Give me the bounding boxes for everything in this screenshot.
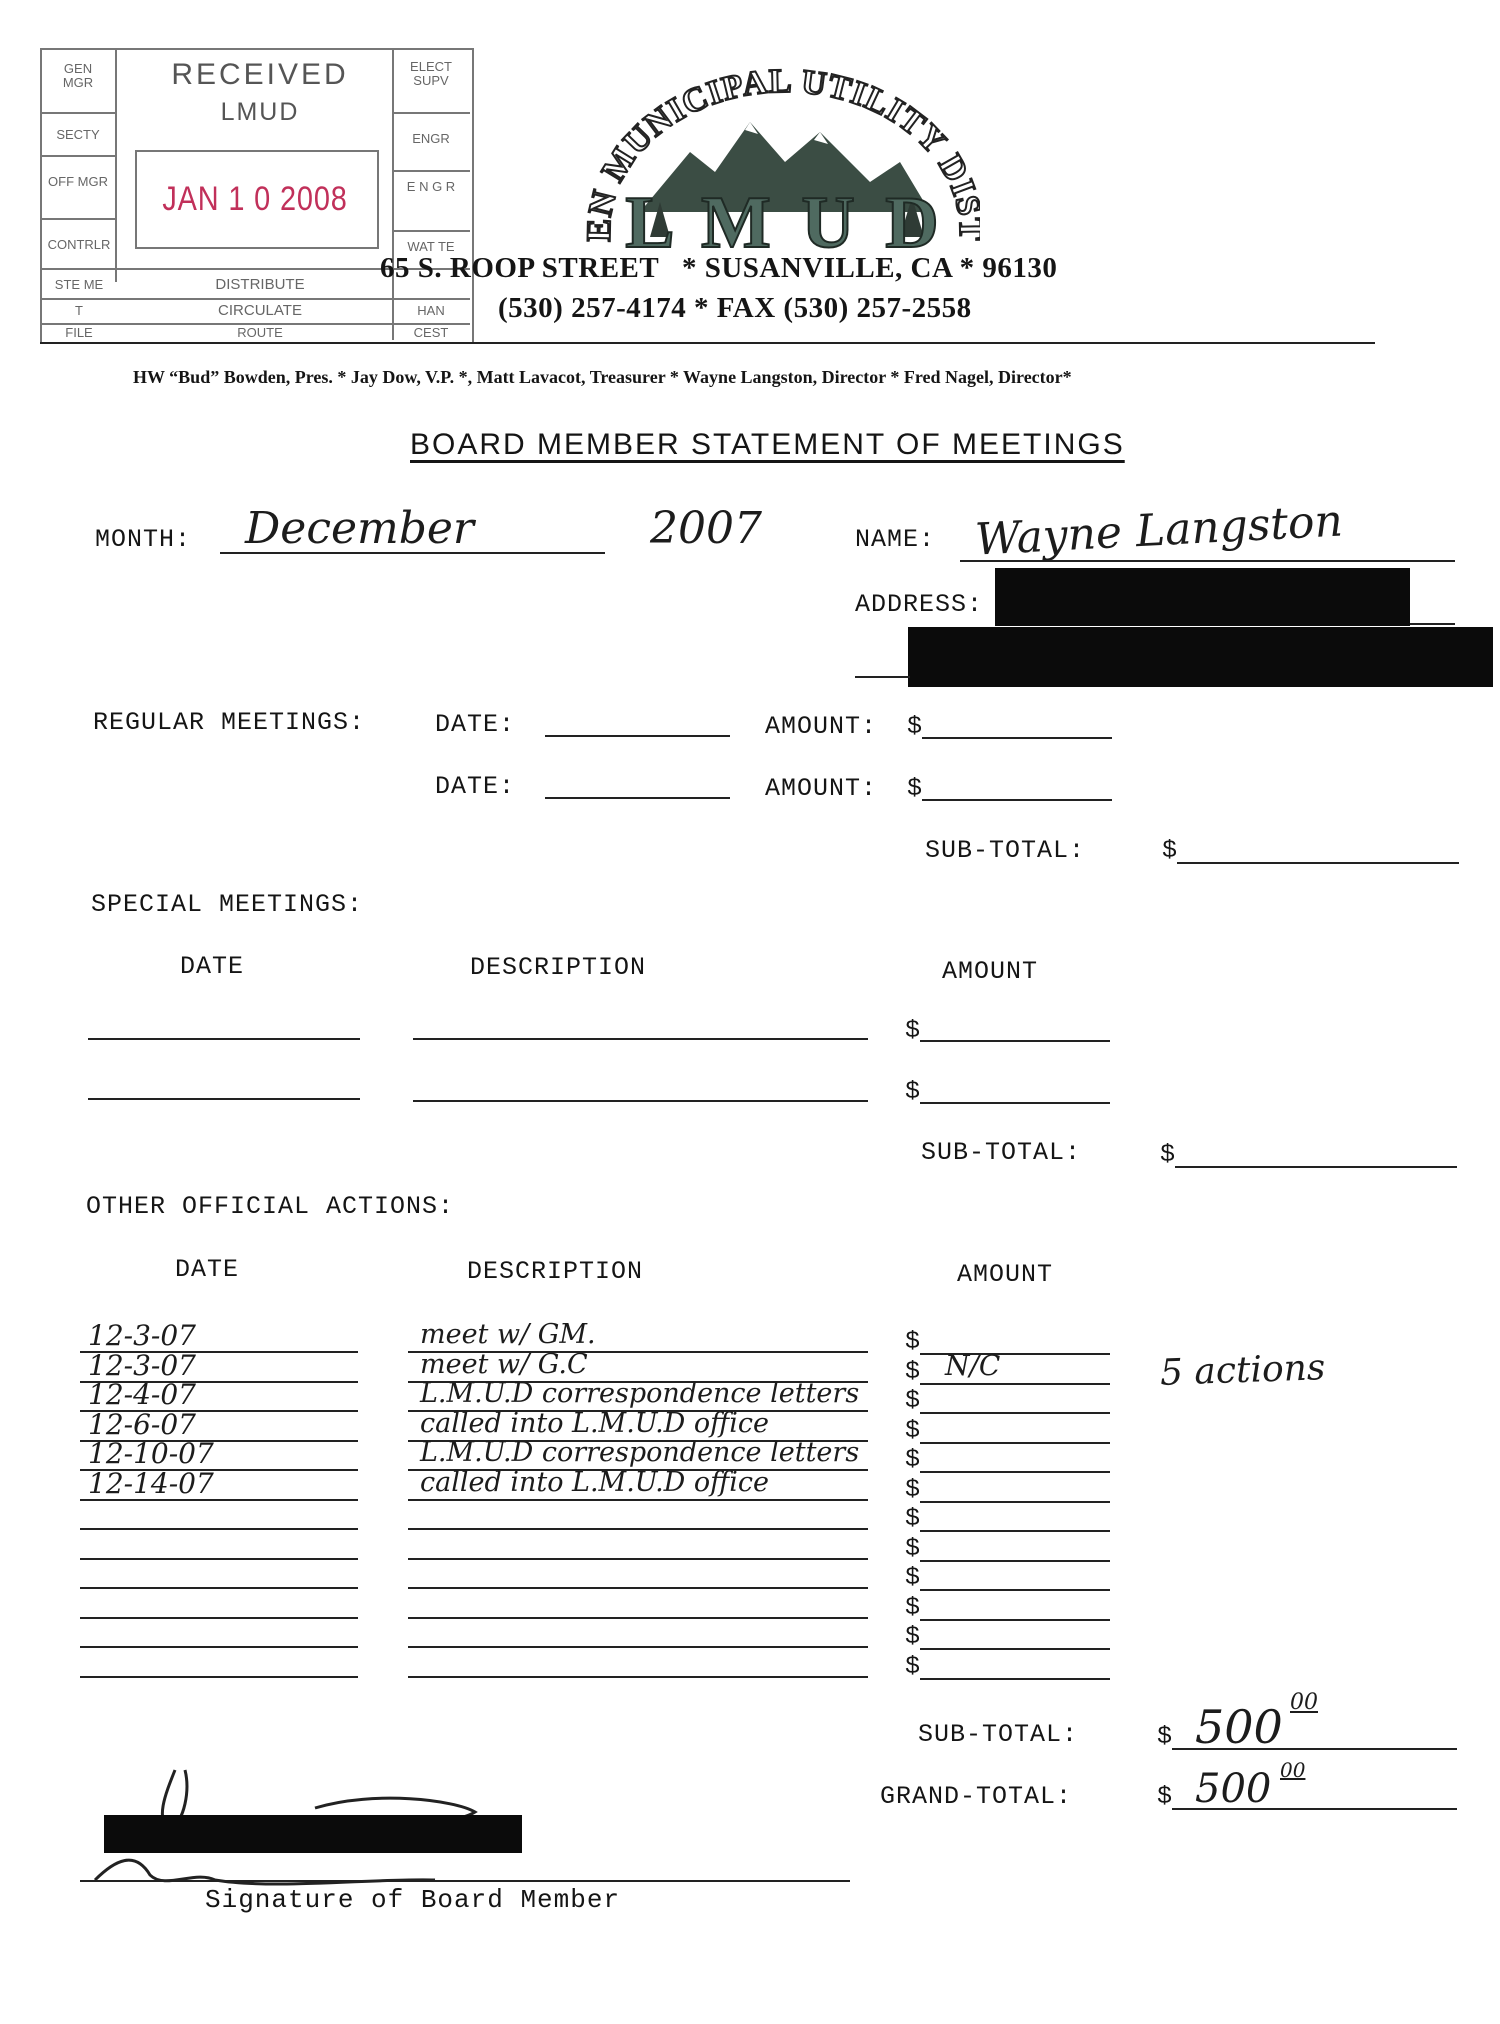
form-title: BOARD MEMBER STATEMENT OF MEETINGS: [410, 428, 1125, 461]
other-col-description: DESCRIPTION: [467, 1257, 644, 1286]
regular-amount-label-2: AMOUNT:: [765, 774, 878, 803]
special-date-line-2[interactable]: [88, 1098, 360, 1100]
special-subtotal-line[interactable]: [1175, 1166, 1457, 1168]
regular-date-line-2[interactable]: [545, 797, 730, 799]
table-row-amount: N/C: [945, 1349, 1001, 1382]
address-line-2: [855, 676, 910, 678]
special-date-line-1[interactable]: [88, 1038, 360, 1040]
month-label: MONTH:: [95, 525, 192, 554]
special-meetings-label: SPECIAL MEETINGS:: [91, 890, 364, 919]
header-rule: [40, 342, 1375, 344]
table-row-dollar: $: [905, 1445, 921, 1474]
special-dollar-1: $: [905, 1016, 921, 1045]
table-row-date-line[interactable]: [80, 1528, 358, 1530]
stamp-cell-t: T: [75, 303, 83, 318]
table-row-description-line[interactable]: [408, 1587, 868, 1589]
special-subtotal-label: SUB-TOTAL:: [921, 1138, 1082, 1167]
regular-date-line-1[interactable]: [545, 735, 730, 737]
table-row-amount-line[interactable]: [920, 1471, 1110, 1473]
table-row-dollar: $: [905, 1593, 921, 1622]
regular-amount-line-2[interactable]: [922, 799, 1112, 801]
regular-dollar-2: $: [907, 774, 923, 803]
stamp-cell-cest: CEST: [413, 325, 449, 340]
regular-amount-label-1: AMOUNT:: [765, 712, 878, 741]
table-row-amount-line[interactable]: [920, 1442, 1110, 1444]
regular-date-label-2: DATE:: [435, 772, 516, 801]
table-row-date-line[interactable]: [80, 1617, 358, 1619]
stamp-cell-gen-mgr: GEN MGR: [62, 61, 94, 90]
stamp-cell-elect-supv: ELECT SUPV: [410, 59, 452, 88]
table-row-description: called into L.M.U.D office: [420, 1408, 769, 1439]
table-row-dollar: $: [905, 1386, 921, 1415]
table-row-amount-line[interactable]: [920, 1412, 1110, 1414]
table-row-date-line[interactable]: [80, 1676, 358, 1678]
other-actions-label: OTHER OFFICIAL ACTIONS:: [86, 1192, 455, 1221]
regular-subtotal-line[interactable]: [1177, 862, 1459, 864]
table-row-dollar: $: [905, 1563, 921, 1592]
table-row-date: 12-6-07: [88, 1408, 196, 1441]
table-row-description-line[interactable]: [408, 1646, 868, 1648]
regular-subtotal-dollar: $: [1162, 836, 1178, 865]
other-subtotal-value: 500: [1195, 1700, 1283, 1754]
stamp-date: JAN 1 0 2008: [162, 180, 348, 218]
table-row-date: 12-14-07: [88, 1467, 214, 1500]
special-amount-line-1[interactable]: [920, 1040, 1110, 1042]
logo-arc-text: EN MUNICIPAL UTILITY DI: [580, 62, 980, 242]
table-row-dollar: $: [905, 1534, 921, 1563]
stamp-cell-engr-2: E N G R: [406, 179, 456, 194]
table-row-amount-line[interactable]: [920, 1648, 1110, 1650]
stamp-org: LMUD: [220, 98, 300, 126]
grand-total-value: 500: [1195, 1766, 1272, 1812]
special-col-description: DESCRIPTION: [470, 953, 647, 982]
stamp-cell-contrlr: CONTRLR: [47, 237, 111, 252]
table-row-description: meet w/ G.C: [420, 1349, 588, 1380]
grand-total-dollar: $: [1157, 1782, 1173, 1811]
regular-subtotal-label: SUB-TOTAL:: [925, 836, 1086, 865]
table-row-description: called into L.M.U.D office: [420, 1467, 769, 1498]
redaction-address-2: [908, 627, 1493, 687]
other-subtotal-cents: 00: [1290, 1690, 1318, 1715]
table-row-date: 12-3-07: [88, 1349, 196, 1382]
regular-meetings-label: REGULAR MEETINGS:: [93, 708, 366, 737]
table-row-dollar: $: [905, 1622, 921, 1651]
table-row-description-line[interactable]: [408, 1617, 868, 1619]
special-amount-line-2[interactable]: [920, 1102, 1110, 1104]
other-subtotal-label: SUB-TOTAL:: [918, 1720, 1079, 1749]
signature-label: Signature of Board Member: [205, 1885, 621, 1915]
table-row-description-line[interactable]: [408, 1558, 868, 1560]
grand-total-label: GRAND-TOTAL:: [880, 1782, 1073, 1811]
table-row-amount-line[interactable]: [920, 1501, 1110, 1503]
stamp-cell-water: WAT TE: [407, 239, 455, 254]
stamp-cell-secty: SECTY: [56, 127, 100, 142]
name-value: Wayne Langston: [973, 495, 1344, 566]
regular-dollar-1: $: [907, 712, 923, 741]
table-row-amount-line[interactable]: [920, 1589, 1110, 1591]
table-row-dollar: $: [905, 1357, 921, 1386]
stamp-cell-circulate: CIRCULATE: [218, 302, 302, 319]
month-value: December: [245, 503, 474, 554]
special-dollar-2: $: [905, 1077, 921, 1106]
board-line: HW “Bud” Bowden, Pres. * Jay Dow, V.P. *, Matt Lavacot, Treasurer * Wayne Langston, Director * Fred Nagel, Director*: [133, 367, 1072, 387]
year-value: 2007: [650, 503, 762, 554]
stamp-cell-off-mgr: OFF MGR: [48, 174, 108, 189]
signature-line[interactable]: [80, 1880, 850, 1882]
table-row-date-line[interactable]: [80, 1558, 358, 1560]
stamp-cell-route: ROUTE: [237, 325, 283, 340]
stamp-cell-distribute: DISTRIBUTE: [215, 276, 305, 293]
special-subtotal-dollar: $: [1160, 1140, 1176, 1169]
table-row-date: 12-4-07: [88, 1378, 196, 1411]
table-row-dollar: $: [905, 1327, 921, 1356]
special-col-amount: AMOUNT: [942, 957, 1039, 986]
table-row-date-line[interactable]: [80, 1587, 358, 1589]
table-row-dollar: $: [905, 1475, 921, 1504]
table-row-dollar: $: [905, 1652, 921, 1681]
stamp-cell-han: HAN: [417, 303, 445, 318]
name-label: NAME:: [855, 525, 936, 554]
table-row-description-line[interactable]: [408, 1528, 868, 1530]
table-row-date: 12-10-07: [88, 1437, 214, 1470]
regular-date-label-1: DATE:: [435, 710, 516, 739]
table-row-amount-line[interactable]: [920, 1383, 1110, 1385]
redaction-address-1: [995, 568, 1410, 626]
logo-letters: L M U D: [625, 182, 945, 262]
address-label: ADDRESS:: [855, 590, 984, 619]
table-row-amount-line[interactable]: [920, 1560, 1110, 1562]
address-line-1: [1410, 623, 1455, 625]
table-row-description-line[interactable]: [408, 1499, 868, 1501]
special-desc-line-2[interactable]: [413, 1100, 868, 1102]
address-line: 65 S. ROOP STREET * SUSANVILLE, CA * 96130: [380, 252, 1058, 284]
table-row-description-line[interactable]: [408, 1676, 868, 1678]
stamp-cell-file: FILE: [65, 325, 93, 340]
table-row-description: L.M.U.D correspondence letters: [420, 1378, 860, 1409]
grand-total-cents: 00: [1280, 1758, 1306, 1782]
table-row-amount-line[interactable]: [920, 1619, 1110, 1621]
actions-note: 5 actions: [1159, 1347, 1326, 1394]
table-row-amount-line[interactable]: [920, 1678, 1110, 1680]
table-row-dollar: $: [905, 1504, 921, 1533]
table-row-amount-line[interactable]: [920, 1530, 1110, 1532]
table-row-description: L.M.U.D correspondence letters: [420, 1437, 860, 1468]
table-row-description: meet w/ GM.: [420, 1319, 596, 1350]
table-row-date: 12-3-07: [88, 1319, 196, 1352]
table-row-date-line[interactable]: [80, 1646, 358, 1648]
other-subtotal-dollar: $: [1157, 1722, 1173, 1751]
lmud-logo: [580, 62, 980, 262]
regular-amount-line-1[interactable]: [922, 737, 1112, 739]
stamp-title: RECEIVED: [171, 58, 349, 91]
table-row-dollar: $: [905, 1416, 921, 1445]
redaction-signature: [104, 1815, 522, 1853]
other-col-date: DATE: [175, 1255, 240, 1284]
special-desc-line-1[interactable]: [413, 1038, 868, 1040]
stamp-cell-ste-me: STE ME: [54, 277, 104, 292]
received-stamp: [20, 40, 485, 348]
stamp-cell-engr: ENGR: [412, 131, 450, 146]
special-col-date: DATE: [180, 952, 245, 981]
other-col-amount: AMOUNT: [957, 1260, 1054, 1289]
phone-line: (530) 257-4174 * FAX (530) 257-2558: [498, 292, 972, 324]
